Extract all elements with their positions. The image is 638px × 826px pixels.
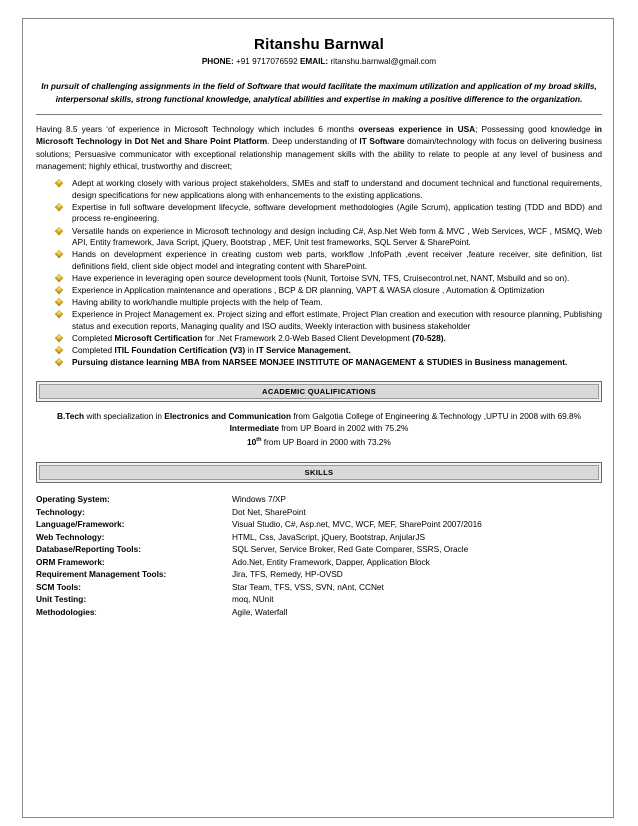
skill-category: Technology: xyxy=(36,506,85,517)
cert-name: ITIL Foundation Certification (V3) xyxy=(114,345,246,355)
skill-category-label: Methodologies xyxy=(36,606,95,617)
degree-tenth xyxy=(247,437,261,447)
summary-highlight-3: IT Software xyxy=(359,136,405,147)
list-item xyxy=(72,297,602,309)
degree-text: with specialization in xyxy=(84,410,165,421)
skill-category: Language/Framework: xyxy=(36,519,125,530)
resume-content xyxy=(36,36,602,618)
summary-text-3: . Deep understanding of xyxy=(267,136,360,147)
academic-qualifications xyxy=(36,410,602,449)
tenth-suffix: th xyxy=(256,437,262,444)
skill-category: Operating System: xyxy=(36,494,110,505)
degree-detail: from UP Board in 2002 with 75.2% xyxy=(278,422,409,433)
summary-highlight-2: in Microsoft Technology in Dot Net and Share Point Platform xyxy=(36,124,602,147)
section-title: SKILLS xyxy=(304,468,334,478)
bullet-text: Adept at working closely with various project stakeholders, SMEs and staff to understand and document technical and functional requirements, design specifications for new applications along with enhancements to the existing applications. xyxy=(72,178,602,200)
table-row xyxy=(36,606,602,619)
diamond-bullet-icon xyxy=(55,274,63,282)
diamond-bullet-icon xyxy=(55,310,63,318)
email-address: ritanshu.barnwal@gmail.com xyxy=(330,57,437,66)
degree-intermediate: Intermediate xyxy=(229,422,279,433)
career-objective: In pursuit of challenging assignments in the field of Software that would facilitate the maximum utilization and application of my broad skills, interpersonal skills, strong functional knowledge, analytical abilities and expertise in making a positive difference to the organization. xyxy=(41,81,597,104)
summary-highlight-1: overseas experience in USA xyxy=(358,124,476,134)
phone-number: +91 9717076592 xyxy=(235,57,298,66)
skill-values: Agile, Waterfall xyxy=(232,606,288,617)
bullet-text: Have experience in leveraging open source development tools (Nunit, Tortoise SVN, TFS, Cruisecontrol.net, NANT, Msbuild and so on). xyxy=(72,272,570,283)
degree-detail: from Galgotia College of Engineering & Technology ,UPTU in 2008 with 69.8% xyxy=(291,410,582,421)
bullet-text: Experience in Application maintenance and operations , BCP & DR planning, VAPT & WASA closure , Automation & Optimization xyxy=(72,285,545,296)
skill-values: Jira, TFS, Remedy, HP-OVSD xyxy=(232,569,343,580)
diamond-bullet-icon xyxy=(55,358,63,366)
academic-section-heading xyxy=(36,381,602,402)
table-row xyxy=(36,556,602,569)
skill-category: ORM Framework: xyxy=(36,556,105,567)
skill-category-colon: : xyxy=(94,606,97,617)
diamond-bullet-icon xyxy=(55,298,63,306)
intermediate-entry xyxy=(36,422,602,434)
table-row xyxy=(36,493,602,506)
skill-category: Requirement Management Tools: xyxy=(36,569,167,580)
list-item xyxy=(72,178,602,201)
skill-values: Windows 7/XP xyxy=(232,494,286,505)
list-item xyxy=(72,345,602,357)
bullet-text: Having ability to work/handle multiple projects with the help of Team. xyxy=(72,297,323,308)
table-row xyxy=(36,543,602,556)
list-item xyxy=(72,249,602,272)
summary-text-2: ; Possessing good knowledge xyxy=(475,124,595,134)
bullet-text: Experience in Project Management ex. Project sizing and effort estimate, Project Plan creation and execution with resource planning, Publishing status and execution reports, Managing quality and ISO audits, Weekly interaction with business stakeholder xyxy=(72,309,602,331)
table-row xyxy=(36,506,602,519)
skill-values: Dot Net, SharePoint xyxy=(232,506,306,517)
cert-code: (70-528). xyxy=(412,332,446,343)
bullet-text: Versatile hands on experience in Microsoft technology and design including C#, Asp.Net Web form & MVC , Web Services, WCF , MSMQ, Web API, Entity framework, Java Script, jQuery, Bootstrap , MEF, Unit test frameworks, SQL Server & SharePoint. xyxy=(72,225,602,248)
degree-detail: from UP Board in 2000 with 73.2% xyxy=(261,437,391,448)
skill-values: Star Team, TFS, VSS, SVN, nAnt, CCNet xyxy=(232,581,384,592)
cert-text-pre: Completed xyxy=(72,345,115,355)
bullet-text: Hands on development experience in creating custom web parts, workflow ,InfoPath ,event receiver ,feature receiver, site definition, list definitions field, client side object model and integrating content with SharePoint. xyxy=(72,249,602,271)
cert-name: Microsoft Certification xyxy=(114,332,203,343)
skill-category: Web Technology: xyxy=(36,531,105,542)
tenth-number: 10 xyxy=(247,437,257,448)
skill-category: Unit Testing: xyxy=(36,594,87,605)
experience-highlights xyxy=(36,178,602,369)
diamond-bullet-icon xyxy=(55,334,63,342)
skill-values: Visual Studio, C#, Asp.net, MVC, WCF, MEF, SharePoint 2007/2016 xyxy=(232,519,482,530)
diamond-bullet-icon xyxy=(55,179,63,187)
profile-summary xyxy=(36,123,602,172)
cert-text-mid: for .Net Framework 2.0-Web Based Client Development xyxy=(202,332,413,343)
list-item xyxy=(72,273,602,285)
skill-category: SCM Tools: xyxy=(36,581,82,592)
email-label: EMAIL: xyxy=(299,57,329,66)
list-item xyxy=(72,202,602,225)
skill-values: moq, NUnit xyxy=(232,594,274,605)
skill-category xyxy=(36,606,228,619)
btech-entry xyxy=(36,410,602,422)
cert-text-mid: in xyxy=(245,345,257,355)
divider xyxy=(36,114,602,115)
skill-values: HTML, Css, JavaScript, jQuery, Bootstrap, AnjularJS xyxy=(232,531,426,542)
mba-text: Pursuing distance learning MBA from NARSEE MONJEE INSTITUTE OF MANAGEMENT & STUDIES in Business management. xyxy=(72,357,568,368)
cert-area: IT Service Management. xyxy=(256,345,351,355)
cert-text-pre: Completed xyxy=(72,332,115,343)
skills-section-heading xyxy=(36,462,602,483)
candidate-name: Ritanshu Barnwal xyxy=(254,36,384,53)
phone-label: PHONE: xyxy=(201,57,234,66)
list-item xyxy=(72,333,602,345)
table-row xyxy=(36,593,602,606)
skills-table xyxy=(36,493,602,618)
skill-category: Database/Reporting Tools: xyxy=(36,544,141,555)
summary-text-4: domain/technology with focus on delivering business solutions; Persuasive communicator with exceptional relationship management skills with the ability to relate to people at any level of business and management; highly ethical, trustworthy and discreet; xyxy=(36,136,603,171)
table-row xyxy=(36,581,602,594)
diamond-bullet-icon xyxy=(55,203,63,211)
table-row xyxy=(36,531,602,544)
diamond-bullet-icon xyxy=(55,346,63,354)
table-row xyxy=(36,568,602,581)
degree-btech: B.Tech xyxy=(56,410,85,421)
list-item xyxy=(72,285,602,297)
diamond-bullet-icon xyxy=(55,226,63,234)
section-title: ACADEMIC QUALIFICATIONS xyxy=(262,386,376,396)
diamond-bullet-icon xyxy=(55,286,63,294)
tenth-entry xyxy=(36,434,602,448)
list-item xyxy=(72,226,602,249)
list-item xyxy=(72,357,602,369)
diamond-bullet-icon xyxy=(55,250,63,258)
summary-text-1: Having 8.5 years ‘of experience in Microsoft Technology which includes 6 months xyxy=(36,124,359,134)
skill-values: Ado.Net, Entity Framework, Dapper, Application Block xyxy=(232,556,430,567)
degree-field: Electronics and Communication xyxy=(164,410,292,421)
bullet-text: Expertise in full software development lifecycle, software development methodologies (Agile Scrum), application testing (TDD and BDD) and process re-engineering. xyxy=(72,201,602,224)
skill-values: SQL Server, Service Broker, Red Gate Comparer, SSRS, Oracle xyxy=(232,544,469,555)
list-item xyxy=(72,309,602,332)
contact-line xyxy=(36,57,602,66)
table-row xyxy=(36,518,602,531)
